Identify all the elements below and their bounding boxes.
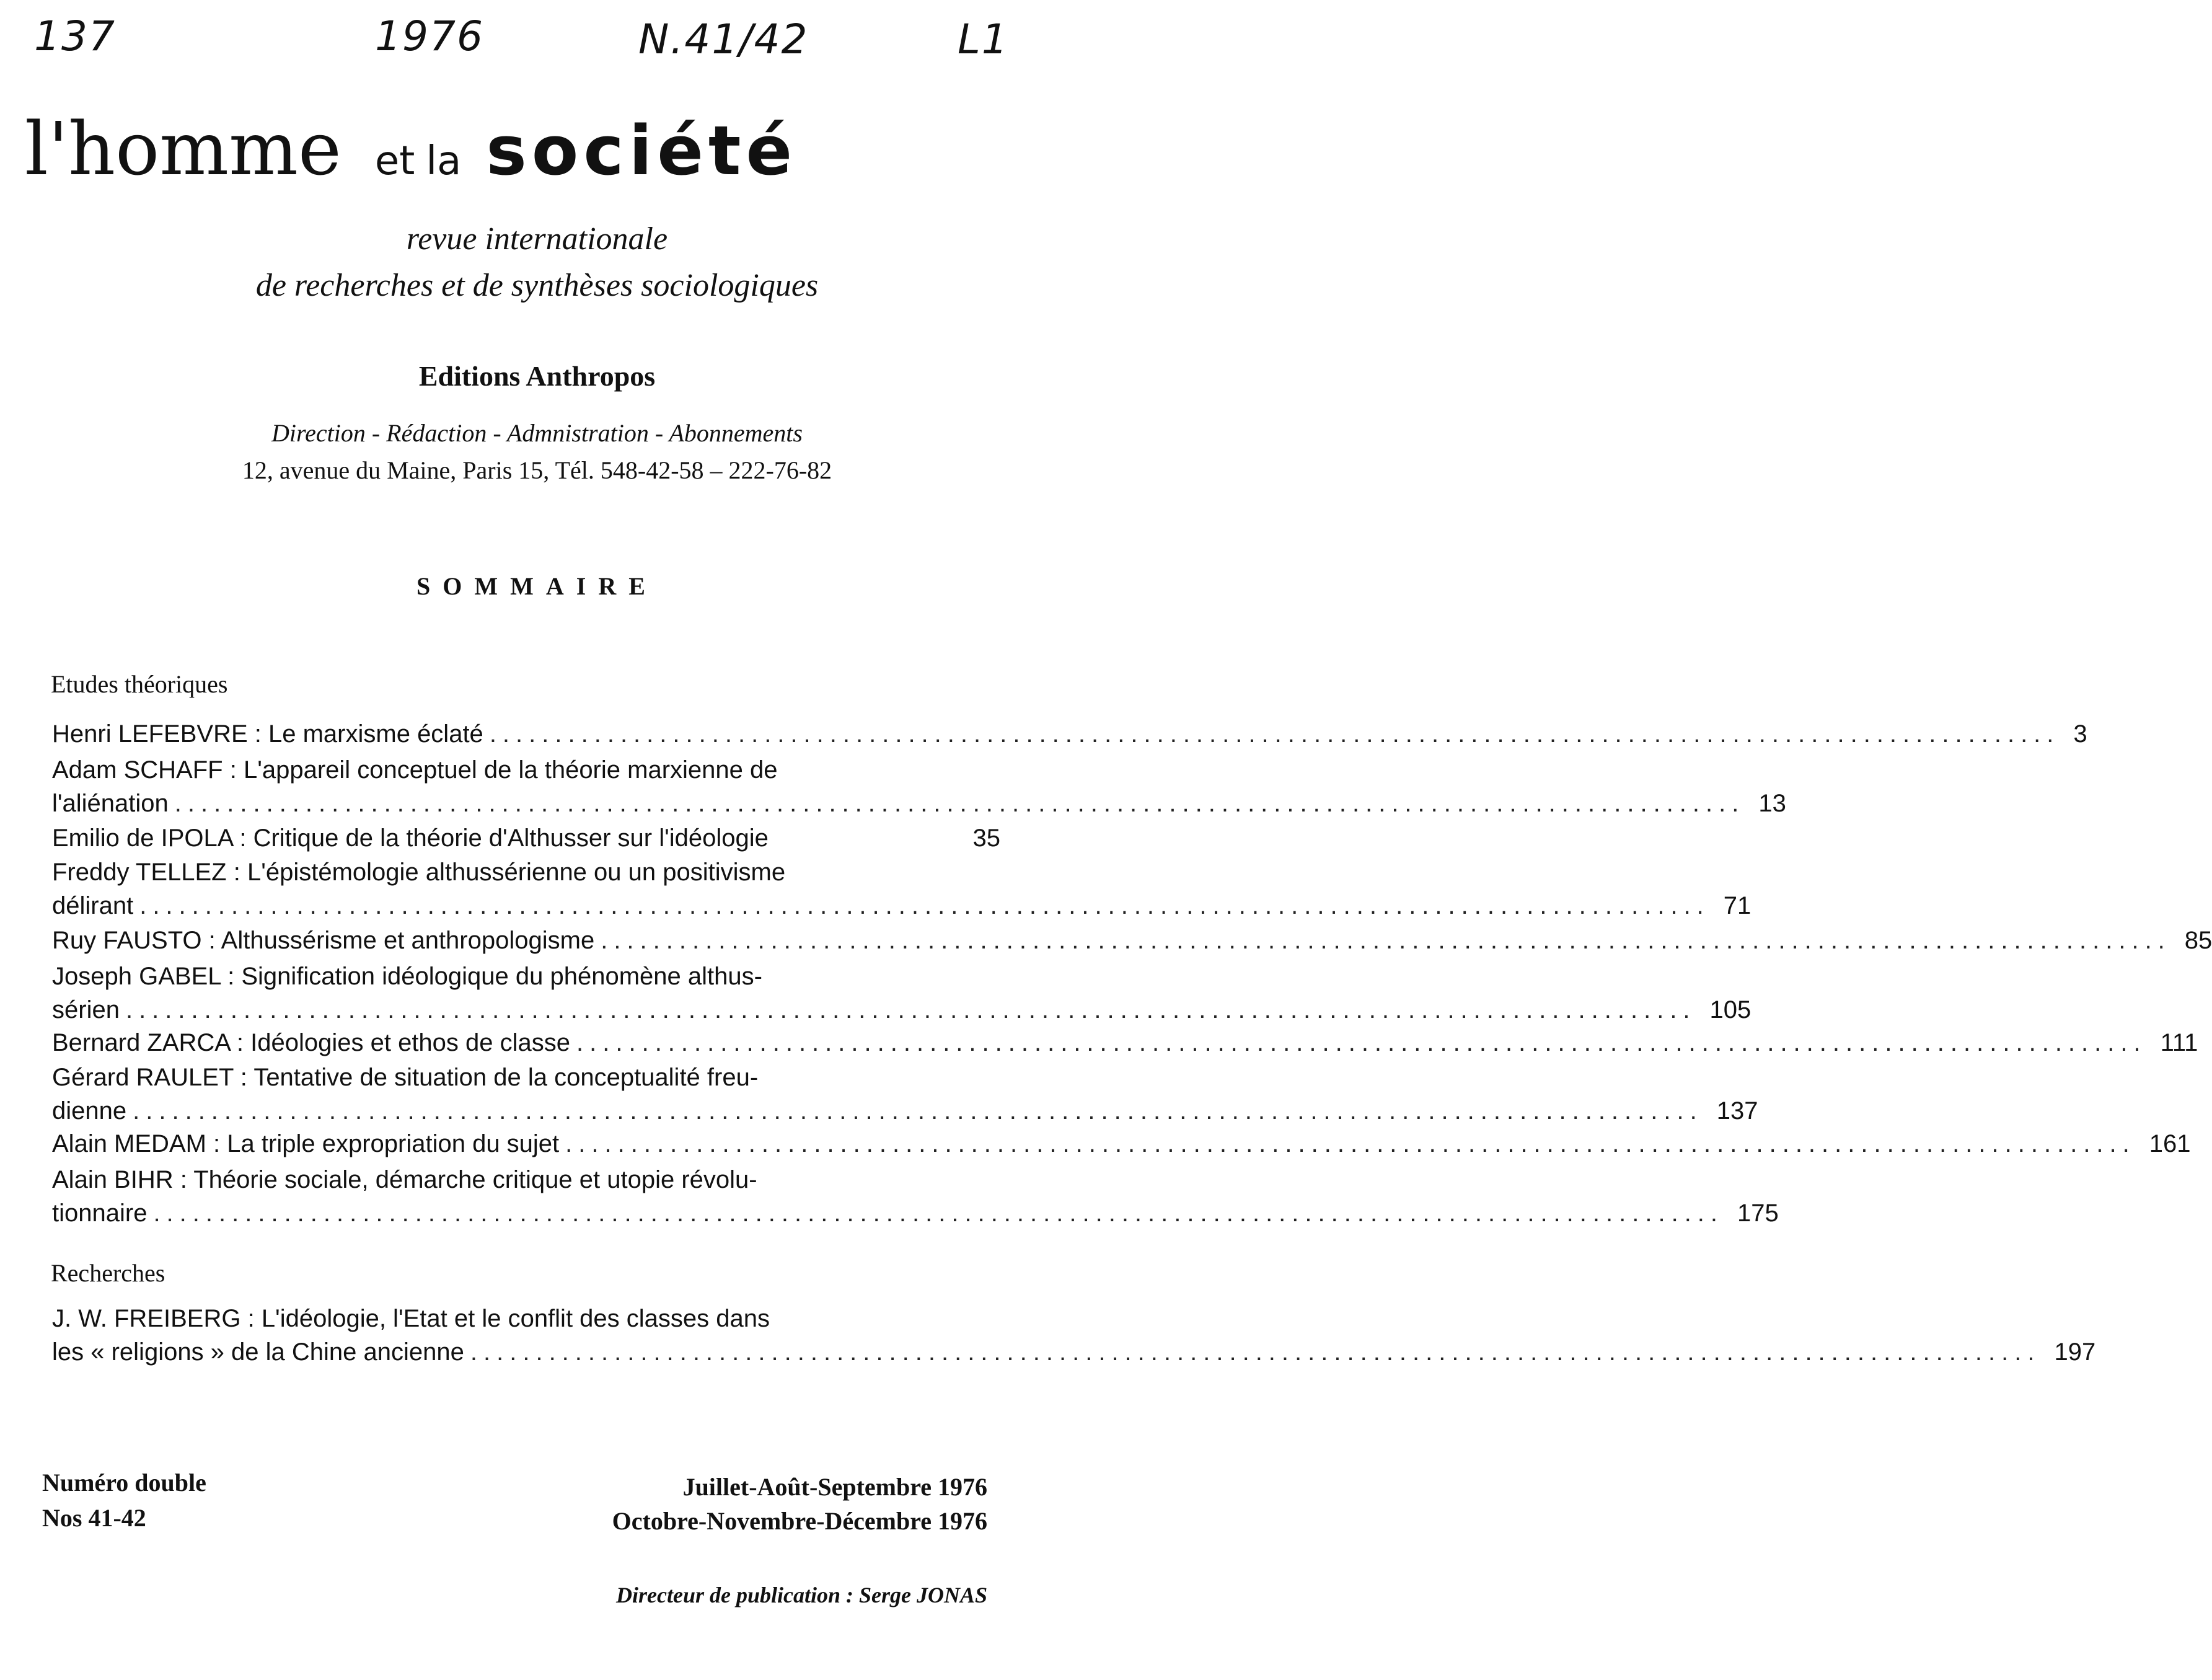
leader-dots: ........................................................................................................................ — [125, 996, 1696, 1023]
entry-text: les « religions » de la Chine ancienne — [52, 1338, 464, 1366]
subtitle-line-1: revue internationale — [406, 221, 668, 257]
subtitle-line-2: de recherches et de synthèses sociologiques — [255, 268, 819, 303]
leader-dots: ........................................................................................................................ — [133, 1097, 1703, 1125]
title-part-la: la — [426, 138, 462, 184]
entry-text: Emilio de IPOLA : Critique de la théorie d'Althusser sur l'idéologie — [52, 825, 769, 852]
entry-first-line: Joseph GABEL : Signification idéologique du phénomène althus- — [52, 963, 762, 990]
sommaire-heading: SOMMAIRE — [416, 572, 658, 600]
journal-title — [25, 105, 1041, 205]
toc-entry — [52, 1026, 2198, 1059]
toc-entry — [52, 1127, 2191, 1161]
entry-text: tionnaire — [52, 1200, 148, 1227]
toc-entry — [52, 924, 2212, 957]
entry-text: dienne — [52, 1097, 127, 1125]
entry-page: 197 — [2054, 1338, 2096, 1366]
title-part-homme: l'homme — [25, 106, 341, 192]
toc-entry — [52, 717, 2087, 751]
entry-page: 71 — [1723, 892, 1752, 919]
entry-page: 175 — [1737, 1200, 1779, 1227]
title-part-societe: société — [486, 111, 798, 190]
publisher-name: Editions Anthropos — [418, 360, 656, 392]
period-line-2: Octobre-Novembre-Décembre 1976 — [612, 1507, 987, 1535]
entry-text: Bernard ZARCA : Idéologies et ethos de classe — [52, 1029, 571, 1056]
leader-dots: ........................................................................................................................ — [601, 927, 2171, 954]
handwritten-code: L1 — [958, 15, 1009, 63]
handwritten-issue: N.41/42 — [638, 15, 809, 63]
issue-numbers: Nos 41-42 — [42, 1504, 146, 1532]
entry-text: Ruy FAUSTO : Althussérisme et anthropologisme — [52, 927, 595, 954]
leader-dots: ........................................................................................................................ — [174, 790, 1745, 817]
leader-dots: ........................................................................................................................ — [576, 1029, 2147, 1056]
entry-text: l'aliénation — [52, 790, 169, 817]
toc-entry — [52, 1163, 1779, 1230]
entry-first-line: J. W. FREIBERG : L'idéologie, l'Etat et le conflit des classes dans — [52, 1305, 770, 1332]
leader-dots: ........................................................................................................................ — [153, 1200, 1724, 1227]
entry-first-line: Alain BIHR : Théorie sociale, démarche critique et utopie révolu- — [52, 1166, 757, 1193]
publication-director: Directeur de publication : Serge JONAS — [616, 1583, 987, 1607]
section-heading-recherches: Recherches — [51, 1259, 165, 1287]
title-part-et: et — [374, 138, 415, 184]
leader-dots: ........................................................................................................................ — [489, 720, 2060, 748]
section-heading-etudes: Etudes théoriques — [51, 670, 228, 698]
entry-text: délirant — [52, 892, 134, 919]
leader-dots: ........................................................................................................................ — [139, 892, 1710, 919]
entry-text: Alain MEDAM : La triple expropriation du sujet — [52, 1130, 560, 1157]
period-line-1: Juillet-Août-Septembre 1976 — [682, 1473, 987, 1501]
entry-first-line: Adam SCHAFF : L'appareil conceptuel de la théorie marxienne de — [52, 756, 778, 784]
toc-entry — [52, 855, 1752, 922]
address-line: 12, avenue du Maine, Paris 15, Tél. 548-42-58 – 222-76-82 — [242, 456, 832, 484]
entry-page: 85 — [2184, 927, 2212, 954]
entry-text: sérien — [52, 996, 120, 1023]
leader-dots: ........................................................................................................................ — [470, 1338, 2041, 1366]
entry-first-line: Gérard RAULET : Tentative de situation de la conceptualité freu- — [52, 1064, 759, 1091]
entry-page: 105 — [1709, 996, 1752, 1023]
entry-page: 111 — [2160, 1029, 2198, 1056]
entry-page: 35 — [972, 825, 1000, 852]
toc-entry — [52, 753, 1786, 820]
entry-first-line: Freddy TELLEZ : L'épistémologie althussérienne ou un positivisme — [52, 859, 786, 886]
entry-page: 137 — [1716, 1097, 1758, 1125]
entry-page: 161 — [2149, 1130, 2191, 1157]
entry-page: 3 — [2073, 720, 2087, 748]
handwritten-year: 1976 — [375, 12, 484, 60]
leader-dots: ........................................................................................................................ — [565, 1130, 2136, 1157]
toc-entry — [52, 960, 1752, 1027]
entry-page: 13 — [1758, 790, 1786, 817]
numero-double: Numéro double — [42, 1469, 206, 1497]
services-line: Direction - Rédaction - Admnistration - Abonnements — [271, 419, 803, 447]
toc-entry — [52, 1302, 2096, 1369]
toc-entry — [52, 1061, 1758, 1128]
handwritten-number: 137 — [34, 12, 116, 60]
entry-text: Henri LEFEBVRE : Le marxisme éclaté — [52, 720, 483, 748]
toc-entry — [52, 821, 1000, 855]
